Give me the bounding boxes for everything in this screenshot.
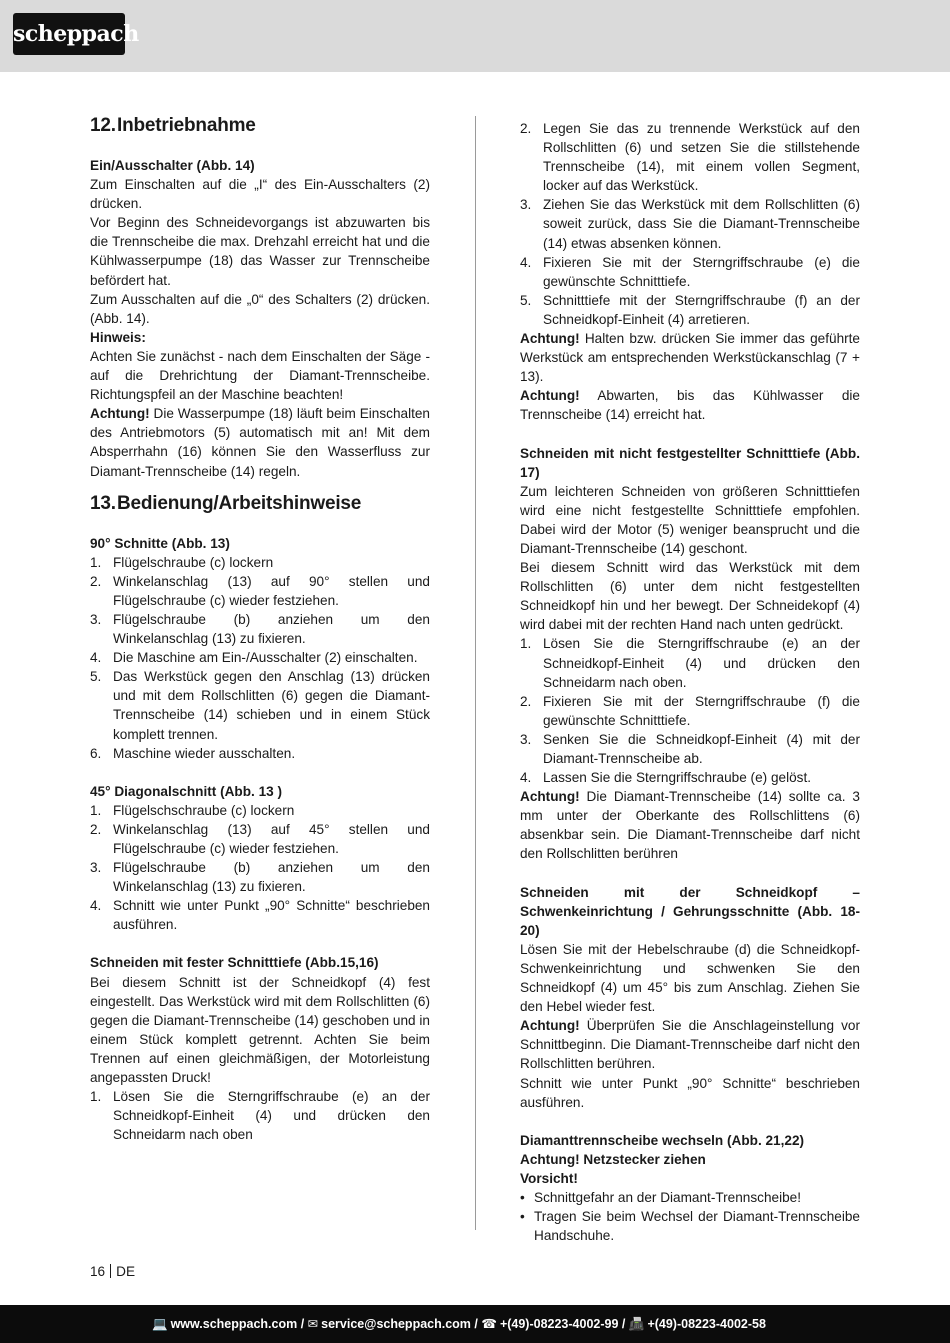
page-number-separator	[110, 1264, 111, 1278]
list-marker: 5.	[520, 292, 532, 308]
list-marker: 2.	[90, 573, 102, 589]
list-marker: 4.	[90, 650, 102, 666]
hint-heading: Hinweis:	[90, 329, 146, 345]
computer-icon: 💻	[152, 1317, 168, 1331]
list-item	[520, 119, 860, 195]
footer-fax: +(49)-08223-4002-58	[647, 1317, 766, 1331]
list-item-text: Winkelanschlag (13) auf 45° stellen und Flügelschraube (c) wieder festziehen.	[113, 821, 430, 856]
list-marker: 1.	[90, 554, 102, 570]
list-item-text: Flügelschraube (b) anziehen um den Winkelanschlag (13) zu fixieren.	[113, 860, 430, 895]
list-item	[90, 801, 430, 820]
list-item-text: Schnittgefahr an der Diamant-Trennscheibe!	[534, 1189, 801, 1205]
list-item-text: Ziehen Sie das Werkstück mit dem Rollschlitten (6) soweit zurück, dass Sie die Diamant-Trennscheibe (14) etwas absenken können.	[543, 197, 860, 251]
list-marker: 3.	[90, 860, 102, 876]
list-item	[90, 648, 430, 667]
list-item	[90, 1087, 430, 1144]
fixed-depth-heading: Schneiden mit fester Schnitttiefe (Abb.15,16)	[90, 955, 379, 971]
caution-heading: Vorsicht!	[520, 1170, 578, 1186]
list-item-text: Schnitttiefe mit der Sterngriffschraube (f) an der Schneidkopf-Einheit (4) arretieren.	[543, 292, 860, 327]
section-12-title: Inbetriebnahme	[117, 115, 256, 136]
list-marker: 2.	[90, 821, 102, 837]
list-item-text: Flügelschraube (c) lockern	[113, 554, 274, 570]
list-marker: 1.	[520, 636, 532, 652]
not-fixed-depth-text-1: Zum leichteren Schneiden von größeren Schnitttiefen wird eine nicht festgestellte Schnitttiefe empfohlen. Dabei wird der Motor (5) weniger beansprucht und die Diamant-Trennscheibe (14) geschont.	[520, 483, 860, 556]
blade-depth-attention-body: Die Diamant-Trennscheibe (14) sollte ca. 3 mm unter der Oberkante des Rollschlittens (6) absenkbar sein. Die Diamant-Trennscheibe darf nicht den Rollschlitten berühren	[520, 789, 860, 862]
switch-before-text: Vor Beginn des Schneidevorgangs ist abzuwarten bis die Trennscheibe die max. Drehzahl erreicht hat und die Kühlwasserpumpe (18) das Wasser zur Trennscheibe befördert hat.	[90, 215, 430, 288]
list-item-text: Legen Sie das zu trennende Werkstück auf den Rollschlitten (6) und setzen Sie die stillstehende Trennscheibe (14), mit einem vollen Segment, locker auf das Werkstück.	[543, 121, 860, 194]
list-marker: 4.	[520, 254, 532, 270]
list-marker: 3.	[520, 731, 532, 747]
hold-attention-body: Halten bzw. drücken Sie immer das geführte Werkstück am entsprechenden Werkstückanschlag (7 + 13).	[520, 331, 860, 385]
spacer	[90, 934, 430, 953]
list-marker: 3.	[520, 197, 532, 213]
list-marker: 6.	[90, 745, 102, 761]
list-item-text: Fixieren Sie mit der Sterngriffschraube (e) die gewünschte Schnitttiefe.	[543, 254, 860, 289]
list-item-text: Maschine wieder ausschalten.	[113, 745, 296, 761]
bullet-marker: •	[520, 1189, 525, 1205]
unplug-warning: Achtung! Netzstecker ziehen	[520, 1151, 706, 1167]
list-item	[90, 858, 430, 896]
list-item	[520, 692, 860, 730]
coolant-attention-body: Abwarten, bis das Kühlwasser die Trennscheibe (14) erreicht hat.	[520, 388, 860, 423]
list-item	[90, 896, 430, 934]
swivel-text-1: Lösen Sie mit der Hebelschraube (d) die Schneidkopf-Schwenkeinrichtung und schwenken Sie den Schneidkopf (4) um 45° bis zum Anschlag. Ziehen Sie den Hebel wieder fest.	[520, 941, 860, 1015]
footer-band	[0, 1305, 950, 1343]
pump-attention-text	[90, 404, 430, 480]
list-marker: 1.	[90, 802, 102, 818]
list-marker: 5.	[90, 669, 102, 685]
section-13-number: 13.	[90, 492, 116, 514]
blade-depth-attention-text	[520, 787, 860, 863]
list-marker: 4.	[520, 770, 532, 786]
phone-icon: ☎	[481, 1317, 497, 1331]
list-item	[520, 291, 860, 329]
list-item-text: Das Werkstück gegen den Anschlag (13) drücken und mit dem Rollschlitten (6) gegen die Diamant-Trennscheibe (14) schieben und in einem Stück komplett trennen.	[113, 669, 430, 742]
not-fixed-depth-heading: Schneiden mit nicht festgestellter Schnitttiefe (Abb. 17)	[520, 445, 860, 480]
footer-email-link[interactable]: service@scheppach.com /	[321, 1317, 478, 1331]
bullet-marker: •	[520, 1209, 525, 1225]
cut90-heading: 90° Schnitte (Abb. 13)	[90, 535, 230, 551]
section-12-heading	[90, 112, 430, 140]
spacer	[520, 864, 860, 883]
list-item	[520, 253, 860, 291]
list-item	[90, 610, 430, 648]
switch-on-text: Zum Einschalten auf die „I“ des Ein-Ausschalters (2) drücken.	[90, 177, 430, 212]
fax-icon: 📠	[628, 1317, 645, 1331]
swivel-heading: Schneiden mit der Schneidkopf – Schwenkeinrichtung / Gehrungsschnitte (Abb. 18-20)	[520, 884, 860, 938]
fixed-depth-list	[90, 1087, 430, 1144]
list-item	[520, 768, 860, 787]
hint-text: Achten Sie zunächst - nach dem Einschalten der Säge - auf die Drehrichtung der Diamant-Trennscheibe. Richtungspfeil an der Maschine beachten!	[90, 348, 430, 403]
page-number-value: 16	[90, 1264, 106, 1279]
not-fixed-depth-list	[520, 634, 860, 787]
list-marker: 1.	[90, 1089, 102, 1105]
list-item-text: Die Maschine am Ein-/Ausschalter (2) einschalten.	[113, 650, 418, 666]
list-item-text: Schnitt wie unter Punkt „90° Schnitte“ beschrieben ausführen.	[113, 898, 430, 933]
swivel-attention-text	[520, 1016, 860, 1073]
spacer	[520, 1112, 860, 1131]
left-column	[90, 112, 430, 1144]
section-13-heading	[90, 490, 430, 518]
mail-icon: ✉	[307, 1317, 319, 1331]
list-item	[90, 820, 430, 858]
list-item-text: Tragen Sie beim Wechsel der Diamant-Trennscheibe Handschuhe.	[534, 1209, 860, 1244]
section-12-number: 12.	[90, 115, 116, 136]
fixed-depth-list-continued	[520, 119, 860, 329]
list-item	[520, 730, 860, 768]
list-item	[90, 667, 430, 743]
list-marker: 2.	[520, 121, 532, 136]
brand-logo: scheppach	[13, 13, 125, 55]
attention-label: Achtung!	[520, 1018, 580, 1034]
footer-phone: +(49)-08223-4002-99 /	[499, 1317, 626, 1331]
swivel-attention-body: Überprüfen Sie die Anschlageinstellung vor Schnittbeginn. Die Diamant-Trennscheibe darf nicht den Rollschlitten berühren.	[520, 1018, 860, 1072]
footer-contact	[152, 1316, 766, 1332]
blade-change-heading: Diamanttrennscheibe wechseln (Abb. 21,22)	[520, 1132, 805, 1148]
switch-off-text: Zum Ausschalten auf die „0“ des Schalters (2) drücken. (Abb. 14).	[90, 291, 430, 326]
cut45-heading: 45° Diagonalschnitt (Abb. 13 )	[90, 783, 282, 799]
page-number	[90, 1262, 135, 1281]
page-language: DE	[116, 1264, 136, 1279]
list-item-text: Lösen Sie die Sterngriffschraube (e) an der Schneidkopf-Einheit (4) und drücken den Schneidarm nach oben.	[543, 636, 860, 690]
list-item	[90, 744, 430, 763]
blade-change-bullets	[520, 1188, 860, 1245]
list-item-text: Lösen Sie die Sterngriffschraube (e) an der Schneidkopf-Einheit (4) und drücken den Schneidarm nach oben	[113, 1089, 430, 1143]
list-item	[90, 572, 430, 610]
list-item-text: Flügelschschraube (c) lockern	[113, 802, 295, 818]
list-item-text: Senken Sie die Schneidkopf-Einheit (4) mit der Diamant-Trennscheibe ab.	[543, 731, 860, 766]
list-marker: 3.	[90, 611, 102, 627]
list-item-text: Winkelanschlag (13) auf 90° stellen und Flügelschraube (c) wieder festziehen.	[113, 573, 430, 608]
swivel-text-2: Schnitt wie unter Punkt „90° Schnitte“ beschrieben ausführen.	[520, 1075, 860, 1110]
list-item	[90, 553, 430, 572]
right-column	[520, 119, 860, 1245]
attention-label: Achtung!	[520, 789, 580, 805]
list-item-text: Flügelschraube (b) anziehen um den Winkelanschlag (13) zu fixieren.	[113, 611, 430, 647]
attention-label: Achtung!	[520, 331, 580, 347]
attention-label: Achtung!	[520, 388, 580, 404]
list-marker: 2.	[520, 693, 532, 709]
pump-attention-body: Die Wasserpumpe (18) läuft beim Einschalten des Antriebmotors (5) automatisch mit an! Mit dem Absperrhahn (16) können Sie den Wasserfluss zur Diamant-Trennscheibe (14) regeln.	[90, 406, 430, 479]
list-item	[520, 1207, 860, 1245]
spacer	[90, 763, 430, 782]
cut45-list	[90, 801, 430, 935]
list-item-text: Lassen Sie die Sterngriffschraube (e) gelöst.	[543, 770, 811, 786]
section-13-title: Bedienung/Arbeitshinweise	[117, 492, 362, 514]
footer-website-link[interactable]: www.scheppach.com /	[170, 1317, 305, 1331]
hold-attention-text	[520, 329, 860, 386]
list-item-text: Fixieren Sie mit der Sterngriffschraube (f) die gewünschte Schnitttiefe.	[543, 693, 860, 728]
switch-heading: Ein/Ausschalter (Abb. 14)	[90, 158, 255, 173]
list-item	[520, 1188, 860, 1207]
spacer	[520, 425, 860, 444]
not-fixed-depth-text-2: Bei diesem Schnitt wird das Werkstück mit dem Rollschlitten (6) unter dem nicht festgestellten Schneidkopf hin und her bewegt. Der Schneidekopf (4) wird dabei mit der rechten Hand nach unten gedrückt.	[520, 560, 860, 633]
cut90-list	[90, 553, 430, 763]
column-divider	[475, 116, 476, 1230]
coolant-attention-text	[520, 386, 860, 424]
list-item	[520, 634, 860, 691]
header-band	[0, 0, 950, 72]
list-item	[520, 195, 860, 252]
attention-label: Achtung!	[90, 406, 150, 422]
fixed-depth-text: Bei diesem Schnitt ist der Schneidkopf (4) fest eingestellt. Das Werkstück wird mit dem Rollschlitten (6) gegen die Diamant-Trennscheibe (14) geschoben und in einem Stück komplett getrennt. Achten Sie beim Trennen auf einen gleichmäßigen, der Motorleistung angepassten Druck!	[90, 974, 430, 1086]
list-marker: 4.	[90, 898, 102, 914]
